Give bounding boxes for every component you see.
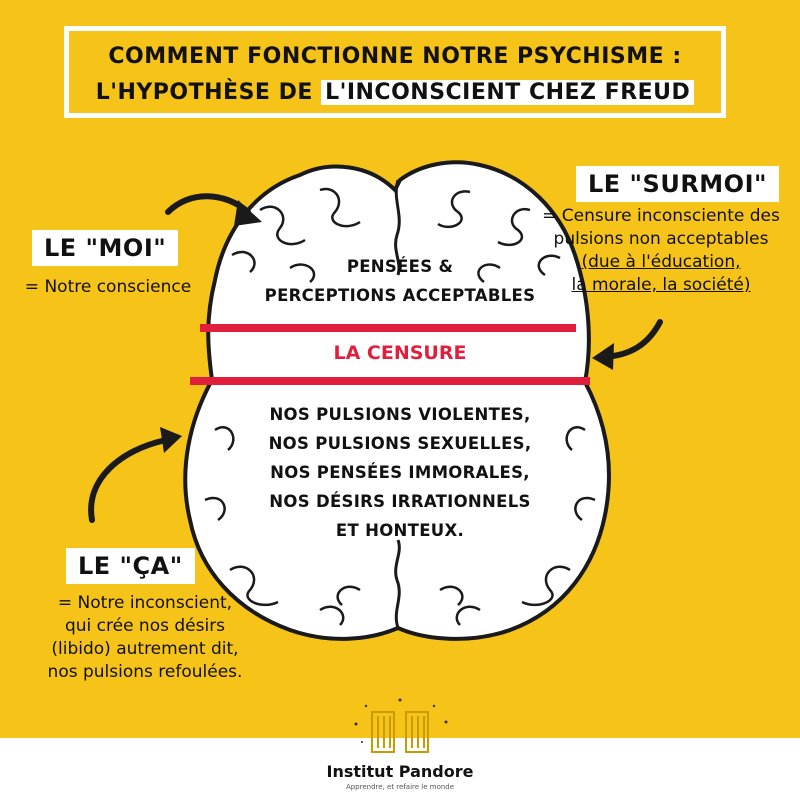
surmoi-desc-line-1: = Censure inconsciente des	[542, 206, 780, 226]
arrow-ca	[91, 440, 166, 520]
surmoi-label: LE "SURMOI"	[576, 166, 779, 202]
arrow-moi	[168, 196, 248, 212]
brain-bottom-line: NOS PENSÉES IMMORALES,	[270, 463, 530, 482]
brain-top-line-1: PENSÉES &	[346, 257, 454, 276]
surmoi-desc-line-2: pulsions non acceptables	[553, 229, 769, 249]
brain-top-line-2: PERCEPTIONS ACCEPTABLES	[264, 286, 536, 305]
surmoi-desc-line-3: (due à l'éducation,	[581, 252, 741, 272]
brain-bottom-line: NOS DÉSIRS IRRATIONNELS	[269, 492, 531, 511]
ca-desc-line-4: nos pulsions refoulées.	[47, 662, 243, 682]
brain-bottom-line: NOS PULSIONS VIOLENTES,	[269, 405, 531, 424]
ca-desc	[20, 592, 270, 684]
title-line-2-highlight: L'INCONSCIENT CHEZ FREUD	[321, 80, 694, 105]
ca-desc-line-3: (libido) autrement dit,	[51, 639, 239, 659]
arrow-surmoi-head	[592, 343, 614, 370]
surmoi-desc	[526, 205, 796, 297]
ca-desc-line-2: qui crée nos désirs	[64, 616, 226, 636]
brand-tagline: Apprendre, et refaire le monde	[345, 783, 455, 791]
ca-label: LE "ÇA"	[66, 548, 195, 584]
ca-desc-line-1: = Notre inconscient,	[57, 593, 233, 613]
title-line-2-prefix: L'HYPOTHÈSE DE	[95, 80, 313, 105]
brain-top-text	[230, 252, 570, 310]
brain-bottom-line: NOS PULSIONS SEXUELLES,	[268, 434, 532, 453]
moi-label: LE "MOI"	[32, 230, 178, 266]
surmoi-desc-line-4: la morale, la société)	[571, 275, 751, 295]
arrow-ca-head	[160, 427, 182, 453]
censure-label: LA CENSURE	[333, 342, 467, 364]
title-line-1: COMMENT FONCTIONNE NOTRE PSYCHISME :	[108, 44, 682, 69]
moi-desc: = Notre conscience	[24, 277, 192, 297]
pandore-logo-icon	[372, 712, 428, 752]
brain-bottom-line: ET HONTEUX.	[335, 521, 465, 540]
stars-decor	[355, 699, 448, 744]
brain-bottom-text	[220, 400, 580, 545]
brand-name: Institut Pandore	[326, 762, 474, 781]
